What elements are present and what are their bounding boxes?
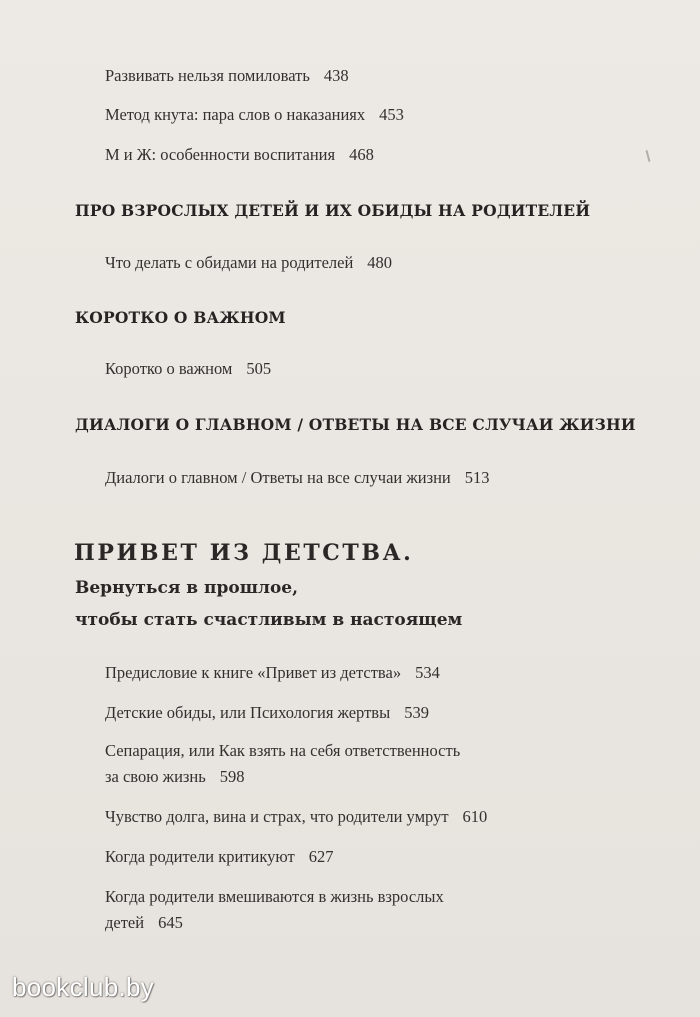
toc-entry-7 <box>105 662 440 684</box>
toc-entry-title: Метод кнута: пара слов о наказаниях <box>105 105 366 124</box>
toc-entry-12-line2 <box>105 912 183 934</box>
toc-entry-title: Коротко о важном <box>105 359 233 378</box>
toc-entry-title: Диалоги о главном / Ответы на все случаи жизни <box>105 468 451 487</box>
toc-entry-page: 453 <box>379 105 404 124</box>
toc-entry-title: М и Ж: особенности воспитания <box>105 145 336 164</box>
toc-entry-10 <box>105 806 487 828</box>
toc-entry-2 <box>105 104 404 126</box>
toc-entry-8 <box>105 702 429 724</box>
toc-entry-9-line1 <box>105 740 460 762</box>
toc-entry-page: 505 <box>246 359 272 378</box>
toc-entry-page: 438 <box>323 66 349 85</box>
toc-entry-11 <box>105 846 333 868</box>
toc-entry-title: Чувство долга, вина и страх, что родители умрут <box>105 807 449 826</box>
section-heading-briefly: КОРОТКО О ВАЖНОМ <box>75 308 286 327</box>
toc-entry-title: Когда родители вмешиваются в жизнь взрослых <box>105 887 444 906</box>
toc-entry-page: 513 <box>464 468 490 487</box>
toc-entry-page: 468 <box>349 145 374 164</box>
toc-entry-3 <box>105 144 374 166</box>
toc-entry-page: 539 <box>404 703 429 722</box>
toc-entry-12-line1 <box>105 886 444 908</box>
book-part-subtitle-line2: чтобы стать счастливым в настоящем <box>75 610 463 630</box>
site-watermark: bookclub.by <box>12 972 155 1002</box>
toc-entry-page: 598 <box>219 767 245 786</box>
toc-entry-6 <box>105 467 490 489</box>
toc-entry-title: Предисловие к книге «Привет из детства» <box>105 663 402 682</box>
toc-entry-title: детей <box>105 913 145 932</box>
toc-entry-page: 627 <box>308 847 334 866</box>
toc-entry-1 <box>105 65 349 87</box>
section-heading-adult-children: ПРО ВЗРОСЛЫХ ДЕТЕЙ И ИХ ОБИДЫ НА РОДИТЕЛЕЙ <box>75 201 591 220</box>
book-part-subtitle-line1: Вернуться в прошлое, <box>75 578 299 598</box>
toc-entry-title: Сепарация, или Как взять на себя ответственность <box>105 741 461 760</box>
toc-entry-title: Развивать нельзя помиловать <box>105 66 310 85</box>
book-part-title: ПРИВЕТ ИЗ ДЕТСТВА. <box>74 540 414 566</box>
section-heading-dialogues: ДИАЛОГИ О ГЛАВНОМ / ОТВЕТЫ НА ВСЕ СЛУЧАИ ЖИЗНИ <box>75 415 636 434</box>
toc-entry-title: Что делать с обидами на родителей <box>105 253 354 272</box>
toc-entry-title: Детские обиды, или Психология жертвы <box>105 703 391 722</box>
toc-entry-title: Когда родители критикуют <box>105 847 295 866</box>
toc-entry-5 <box>105 358 271 380</box>
toc-entry-title: за свою жизнь <box>105 767 206 786</box>
toc-entry-4 <box>105 252 392 274</box>
toc-entry-9-line2 <box>105 766 245 788</box>
toc-entry-page: 645 <box>158 913 183 932</box>
toc-entry-page: 534 <box>415 663 440 682</box>
page-mark <box>645 150 650 162</box>
toc-entry-page: 480 <box>367 253 393 272</box>
toc-entry-page: 610 <box>462 807 488 826</box>
